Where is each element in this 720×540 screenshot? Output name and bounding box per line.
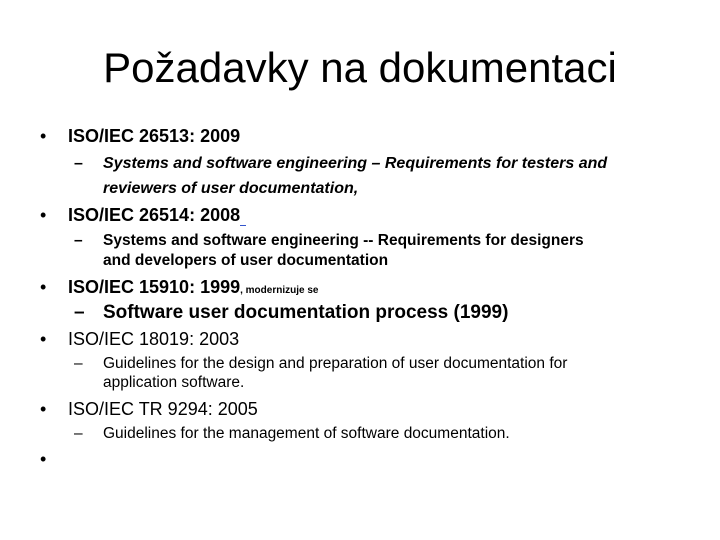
- sub-item-line: reviewers of user documentation,: [103, 180, 359, 197]
- bullet: •: [40, 205, 47, 225]
- sub-item-line: Software user documentation process (1999): [103, 302, 509, 323]
- dash: –: [74, 232, 83, 249]
- bullet: •: [40, 399, 47, 419]
- sub-item-line: Guidelines for the design and preparation of user documentation for: [103, 355, 568, 372]
- standard-heading: ISO/IEC 18019: 2003: [68, 329, 240, 349]
- dash: –: [74, 425, 83, 442]
- standard-heading: ISO/IEC 15910: 1999: [68, 277, 241, 297]
- dash: –: [74, 302, 85, 323]
- standard-heading: ISO/IEC TR 9294: 2005: [68, 399, 258, 419]
- bullet: •: [40, 126, 47, 146]
- dash: –: [74, 155, 83, 172]
- sub-item-line: application software.: [103, 374, 245, 391]
- sub-item-line: and developers of user documentation: [103, 252, 389, 269]
- standard-heading-wrapper: [68, 205, 246, 226]
- hyperlink-underline[interactable]: [240, 207, 246, 226]
- slide-title: Požadavky na dokumentaci: [103, 44, 617, 91]
- dash: –: [74, 355, 83, 372]
- sub-item-line: Guidelines for the management of software documentation.: [103, 425, 510, 442]
- standard-heading-wrapper: [68, 277, 318, 298]
- standard-heading: ISO/IEC 26513: 2009: [68, 126, 241, 146]
- sub-item-line: Systems and software engineering -- Requirements for designers: [103, 232, 584, 249]
- heading-note: , modernizuje se: [240, 285, 319, 296]
- bullet: •: [40, 329, 47, 349]
- standard-heading: ISO/IEC 26514: 2008: [68, 205, 241, 225]
- sub-item-line: Systems and software engineering – Requirements for testers and: [103, 155, 608, 172]
- bullet: •: [40, 449, 47, 469]
- bullet: •: [40, 277, 47, 297]
